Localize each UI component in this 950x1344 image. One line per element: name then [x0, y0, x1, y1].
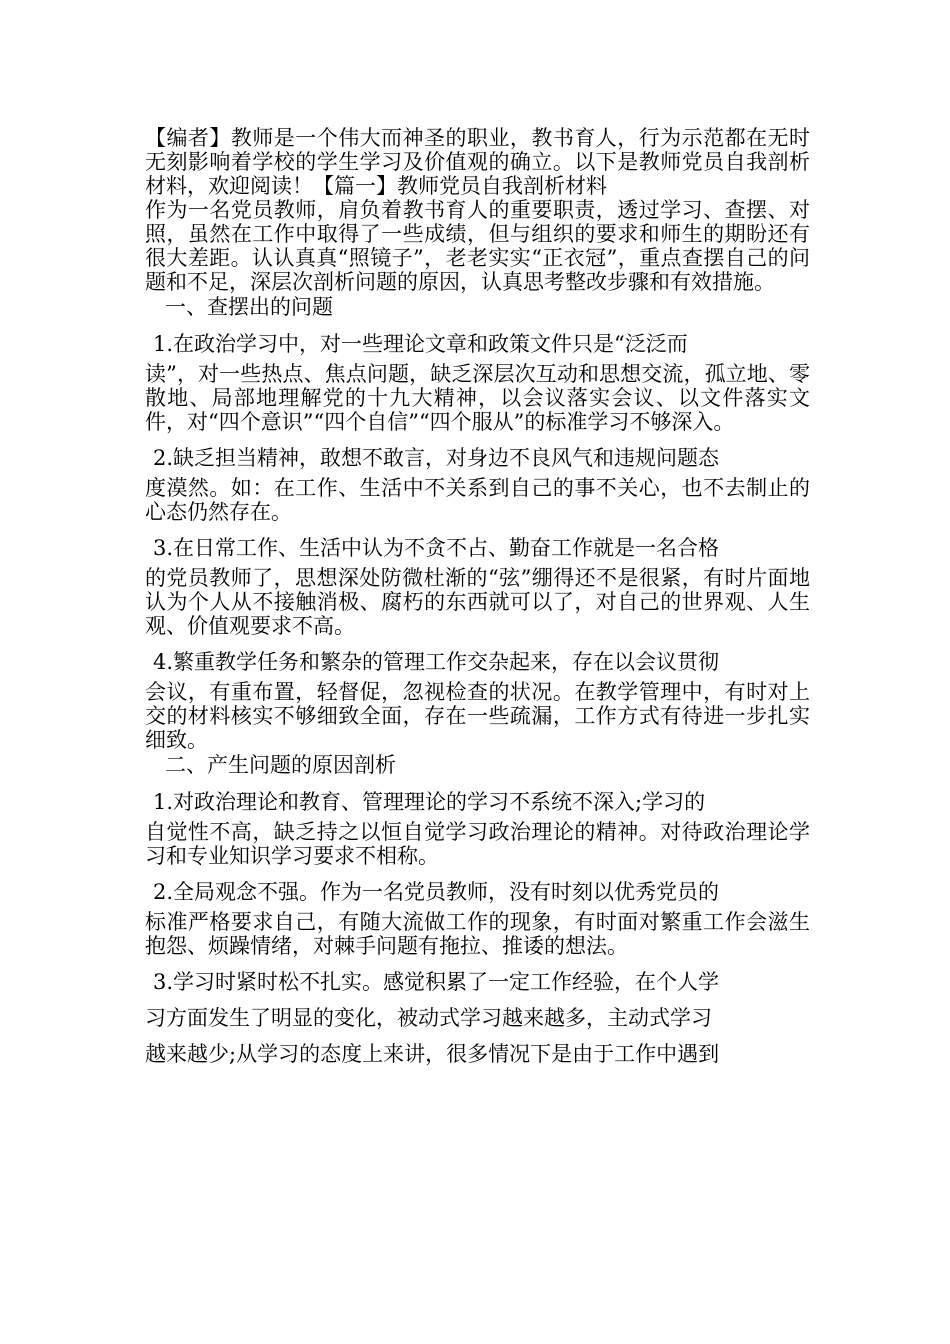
item-first-line: 4.繁重教学任务和繁杂的管理工作交杂起来，存在以会议贯彻	[153, 650, 720, 674]
item-first-line: 1.在政治学习中，对一些理论文章和政策文件只是“泛泛而	[153, 332, 688, 356]
section-heading-problems: 一、查摆出的问题	[165, 295, 333, 319]
item-first-line: 3.学习时紧时松不扎实。感觉积累了一定工作经验，在个人学	[153, 970, 720, 994]
item-first-line: 1.对政治理论和教育、管理理论的学习不系统不深入;学习的	[153, 790, 706, 814]
problem-item	[145, 440, 810, 524]
cause-item	[145, 964, 810, 1072]
item-line: 习方面发生了明显的变化，被动式学习越来越多，主动式学习	[145, 1006, 712, 1030]
item-first-line: 3.在日常工作、生活中认为不贪不占、勤奋工作就是一名合格	[153, 536, 720, 560]
item-first-line: 2.全局观念不强。作为一名党员教师，没有时刻以优秀党员的	[153, 880, 720, 904]
cause-item	[145, 874, 810, 958]
item-continuation: 度漠然。如：在工作、生活中不关系到自己的事不关心，也不去制止的心态仍然存在。	[145, 476, 810, 524]
item-continuation: 标准严格要求自己，有随大流做工作的现象，有时面对繁重工作会滋生抱怨、烦躁情绪，对棘手问题有拖拉、推诿的想法。	[145, 910, 810, 958]
problem-item	[145, 326, 810, 434]
section-heading-causes: 二、产生问题的原因剖析	[165, 753, 396, 777]
item-first-line: 2.缺乏担当精神，敢想不敢言，对身边不良风气和违规问题态	[153, 446, 720, 470]
cause-item	[145, 784, 810, 868]
problem-item	[145, 644, 810, 752]
item-continuation: 会议，有重布置，轻督促，忽视检查的状况。在教学管理中，有时对上交的材料核实不够细致全面，存在一些疏漏，工作方式有待进一步扎实细致。	[145, 680, 810, 752]
problem-item	[145, 530, 810, 638]
item-line: 越来越少;从学习的态度上来讲，很多情况下是由于工作中遇到	[145, 1042, 720, 1066]
opening-paragraph: 作为一名党员教师，肩负着教书育人的重要职责，透过学习、查摆、对照，虽然在工作中取得了一些成绩，但与组织的要求和师生的期盼还有很大差距。认认真真“照镜子”，老老实实“正衣冠”，重点查摆自己的问题和不足，深层次剖析问题的原因，认真思考整改步骤和有效措施。	[145, 198, 810, 294]
item-continuation: 读”，对一些热点、焦点问题，缺乏深层次互动和思想交流，孤立地、零散地、局部地理解党的十九大精神，以会议落实会议、以文件落实文件，对“四个意识”“四个自信”“四个服从”的标准学习不够深入。	[145, 362, 810, 434]
document-body	[145, 126, 810, 1072]
item-continuation: 自觉性不高，缺乏持之以恒自觉学习政治理论的精神。对待政治理论学习和专业知识学习要求不相称。	[145, 820, 810, 868]
item-continuation: 的党员教师了，思想深处防微杜渐的“弦”绷得还不是很紧，有时片面地认为个人从不接触消极、腐朽的东西就可以了，对自己的世界观、人生观、价值观要求不高。	[145, 566, 810, 638]
intro-paragraph: 【编者】教师是一个伟大而神圣的职业，教书育人，行为示范都在无时无刻影响着学校的学生学习及价值观的确立。以下是教师党员自我剖析材料，欢迎阅读！【篇一】教师党员自我剖析材料	[145, 126, 810, 198]
